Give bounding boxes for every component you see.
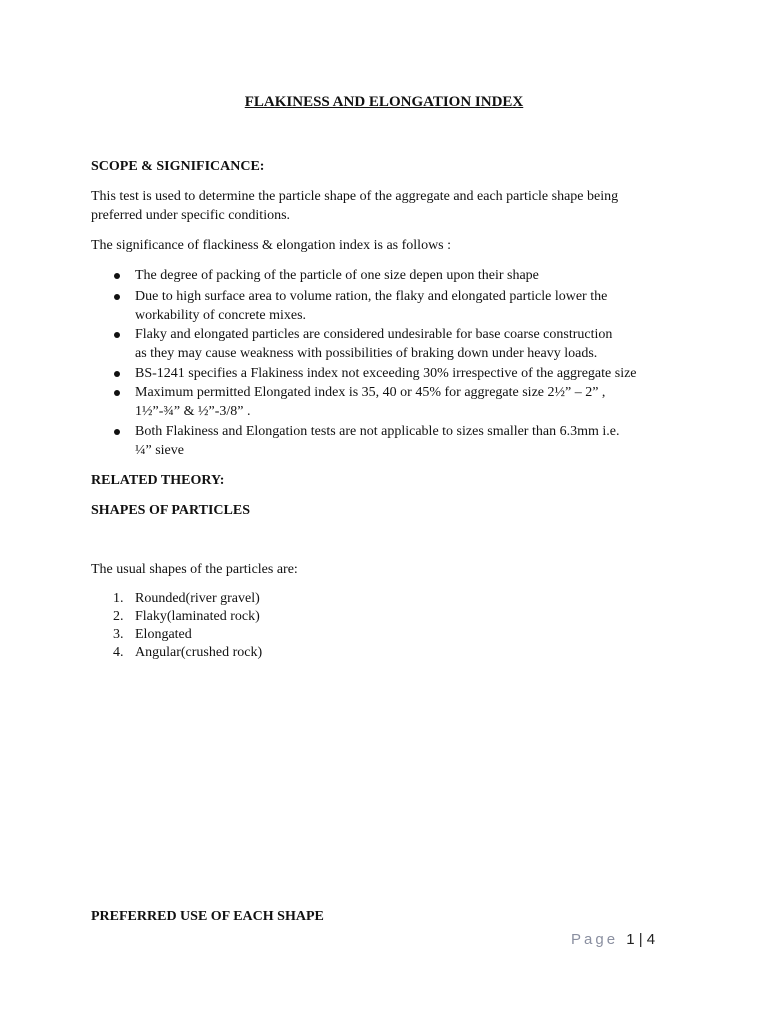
page-number: 1 | 4 — [626, 931, 656, 948]
page-footer — [571, 931, 655, 948]
list-item-flaky: Flaky(laminated rock) — [135, 609, 260, 624]
bullet-item-6-line-2: ¼” sieve — [135, 443, 184, 458]
bullet-dot — [114, 273, 120, 279]
bullet-item-3-line-1: Flaky and elongated particles are considered undesirable for base coarse construction — [135, 327, 613, 342]
bullet-item-2-line-2: workability of concrete mixes. — [135, 308, 307, 323]
bullet-item-4-line-1: BS-1241 specifies a Flakiness index not exceeding 30% irrespective of the aggregate size — [135, 366, 637, 381]
bullet-dot — [114, 390, 120, 396]
bullet-item-3-line-2: as they may cause weakness with possibilities of braking down under heavy loads. — [135, 346, 598, 361]
list-number: 1. — [113, 591, 124, 606]
list-item-angular: Angular(crushed rock) — [135, 645, 263, 660]
significance-lead: The significance of flackiness & elongation index is as follows : — [91, 238, 452, 253]
scope-intro-line-1: This test is used to determine the particle shape of the aggregate and each particle shape being — [91, 189, 619, 204]
scope-intro-line-2: preferred under specific conditions. — [91, 208, 291, 223]
bullet-item-1-line-1: The degree of packing of the particle of one size depen upon their shape — [135, 268, 539, 283]
page-label: Page — [571, 931, 619, 948]
scope-heading: SCOPE & SIGNIFICANCE: — [91, 159, 265, 174]
bullet-dot — [114, 371, 120, 377]
list-number: 4. — [113, 645, 124, 660]
bullet-dot — [114, 332, 120, 338]
bullet-item-5-line-2: 1½”-¾” & ½”-3/8” . — [135, 404, 251, 419]
preferred-use-heading: PREFERRED USE OF EACH SHAPE — [91, 909, 324, 924]
list-item-elongated: Elongated — [135, 627, 192, 642]
bullet-item-6-line-1: Both Flakiness and Elongation tests are not applicable to sizes smaller than 6.3mm i.e. — [135, 424, 620, 439]
list-item-rounded: Rounded(river gravel) — [135, 591, 260, 606]
list-number: 2. — [113, 609, 124, 624]
shapes-of-particles-heading: SHAPES OF PARTICLES — [91, 503, 250, 518]
list-number: 3. — [113, 627, 124, 642]
bullet-item-2-line-1: Due to high surface area to volume ration, the flaky and elongated particle lower the — [135, 289, 608, 304]
bullet-dot — [114, 429, 120, 435]
related-theory-heading: RELATED THEORY: — [91, 473, 225, 488]
bullet-item-5-line-1: Maximum permitted Elongated index is 35, 40 or 45% for aggregate size 2½” – 2” , — [135, 385, 606, 400]
bullet-dot — [114, 294, 120, 300]
shapes-lead: The usual shapes of the particles are: — [91, 562, 298, 577]
document-title: FLAKINESS AND ELONGATION INDEX — [244, 94, 524, 110]
